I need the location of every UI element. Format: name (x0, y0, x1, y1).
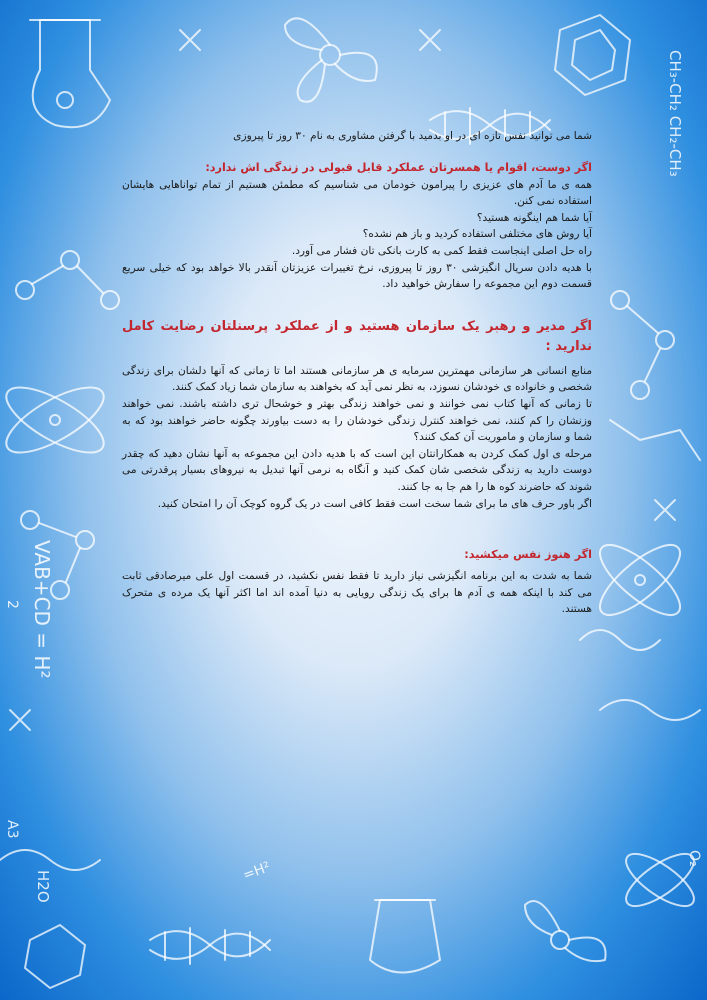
paragraph-line: راه حل اصلی اینجاست فقط کمی به کارت بانکی تان فشار می آورد. (291, 244, 592, 257)
flask-doodle-icon (30, 20, 110, 127)
paragraph-line: شما به شدت به این برنامه انگیزشی نیاز دارید تا فقط نفس نکشید، در قسمت اول علی میرصادقی ثابت می کند با اینکه همه ی آدم ها برای یک زندگی رویایی به دنیا آمده اند اما اکثر آنها یک مرده ی متحرک هستند. (122, 570, 592, 616)
formula-text: H2O (34, 870, 52, 903)
atom-doodle-icon (0, 375, 113, 465)
formula-text: VAB+CD = H² (30, 540, 54, 679)
propeller-doodle-icon (285, 18, 377, 101)
intro-paragraph: شما می توانید نفس تازه ای در او بدمید با گرفتن مشاوری به نام ۳۰ روز تا پیروزی (233, 130, 592, 142)
molecule-chain-icon (610, 291, 700, 460)
benzene-ring-icon (25, 925, 85, 988)
paragraph-line: منابع انسانی هر سازمانی مهمترین سرمایه ی هر سازمانی هستند اما تا زمانی که آنها دلشان برای زندگی شخصی و خانواده ی خودشان نسوزد، به نظر نمی آید که بخواهند به سازمان شما زیاد کمک کنند. (122, 364, 592, 394)
paragraph-line: همه ی ما آدم های عزیزی را پیرامون خودمان می شناسیم که مطمئن هستیم از تمام تواناهایی هایشان استفاده نمی کنن. (122, 178, 592, 208)
flask-doodle-icon (370, 900, 440, 973)
atom-doodle-icon (590, 534, 690, 626)
section-heading: اگر مدیر و رهبر یک سازمان هستید و از عملکرد پرسنلتان رضایت کامل ندارید : (122, 318, 592, 354)
article-body (122, 128, 592, 618)
paragraph-line: اگر باور حرف های ما برای شما سخت است فقط کافی است در یک گروه کوچک آن را امتحان کنید. (157, 497, 592, 510)
paragraph-line: با هدیه دادن سریال انگیزشی ۳۰ روز تا پیروزی، نرخ تغییرات عزیزتان آنقدر بالا خواهد بود که خیلی سریع قسمت دوم این مجموعه را سفارش خواهید داد. (122, 261, 592, 291)
section-heading: اگر دوست، اقوام یا همسرتان عملکرد قابل قبولی در زندگی اش ندارد: (205, 160, 592, 174)
formula-text: O₂ (686, 850, 702, 867)
section-heading: اگر هنوز نفس میکشید: (464, 548, 592, 562)
paragraph-line: تا زمانی که آنها کتاب نمی خوانند و نمی خواهند زندگی بهتر و خوشحال تری داشته باشند. نمی خواهند وزنشان را کم کنند، نمی خواهند کنترل زندگی خودشان را به دست بیاورند چگونه حاضر خواهند بود که به شما و سازمان و ماموریت آن کمک کنند؟ (122, 397, 592, 444)
formula-text: A3 (4, 820, 20, 839)
benzene-ring-icon (555, 15, 630, 95)
formula-text: CH₃-CH₂ CH₂-CH₃ (666, 50, 684, 177)
formula-text: =H² (240, 859, 273, 884)
dna-doodle-icon (150, 928, 270, 964)
paragraph-line: آیا شما هم اینگونه هستید؟ (476, 211, 592, 224)
formula-text: 2 (4, 600, 20, 609)
wave-doodle-icon (0, 630, 700, 870)
paragraph-line: مرحله ی اول کمک کردن به همکارانتان این است که با هدیه دادن این مجموعه به آنها نشان دهید که چقدر دوست دارید به زندگی شخصی شان کمک کنید و آنگاه به نرمی آنها تبدیل به نیروهای بسیار پرقدرتی می شوند که حاضرند کوه ها را هم جا به جا کنند. (122, 447, 592, 493)
paragraph-line: آیا روش های مختلفی استفاده کردید و باز هم نشده؟ (362, 228, 592, 241)
propeller-doodle-icon (525, 901, 606, 961)
